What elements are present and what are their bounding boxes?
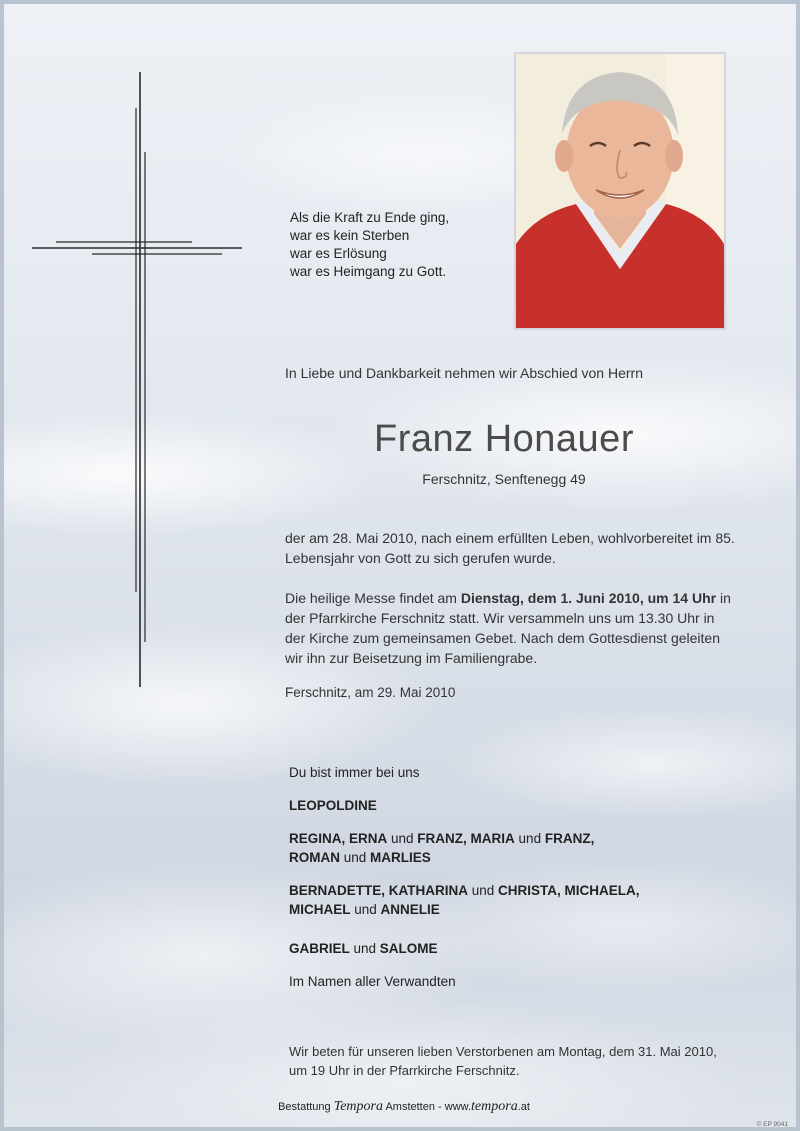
- verse-line: war es Erlösung: [290, 246, 387, 261]
- intro-text: In Liebe und Dankbarkeit nehmen wir Abschied von Herrn: [285, 365, 643, 381]
- death-notice-text: der am 28. Mai 2010, nach einem erfüllten Leben, wohlvorbereitet im 85. Lebensjahr von Gott zu sich gerufen wurde.: [285, 530, 735, 566]
- family-group: REGINA, ERNA und FRANZ, MARIA und FRANZ, ROMAN und MARLIES: [289, 831, 595, 865]
- verse-line: war es kein Sterben: [290, 228, 410, 243]
- family-closing: Im Namen aller Verwandten: [289, 974, 456, 989]
- print-code: © EP 9041: [756, 1121, 788, 1128]
- verse-line: Als die Kraft zu Ende ging,: [290, 210, 450, 225]
- funeral-details-text: Die heilige Messe findet am Dienstag, dem 1. Juni 2010, um 14 Uhr in der Pfarrkirche Ferschnitz statt. Wir versammeln uns um 13.30 Uhr in der Kirche zum gemeinsamen Gebet. Nach dem Gottesdienst geleiten wir ihn zur Beisetzung im Familiengrabe.: [285, 590, 731, 666]
- prayer-notice: Wir beten für unseren lieben Verstorbenen am Montag, dem 31. Mai 2010, um 19 Uhr in der Pfarrkirche Ferschnitz.: [289, 1044, 717, 1078]
- deceased-address: Ferschnitz, Senftenegg 49: [422, 471, 586, 487]
- mourners-list: [289, 763, 729, 991]
- undertaker-footer: Bestattung Tempora Amstetten - www.tempora.at: [278, 1099, 530, 1114]
- family-group: BERNADETTE, KATHARINA und CHRISTA, MICHAELA, MICHAEL und ANNELIE: [289, 883, 640, 917]
- tempora-logo: Tempora: [333, 1099, 383, 1114]
- verse: [290, 209, 449, 281]
- spouse-name: LEOPOLDINE: [289, 798, 377, 813]
- portrait-photo: [514, 52, 726, 330]
- place-date: Ferschnitz, am 29. Mai 2010: [285, 685, 456, 700]
- verse-line: war es Heimgang zu Gott.: [290, 264, 447, 279]
- cross-icon: [32, 72, 244, 692]
- family-intro: Du bist immer bei uns: [289, 765, 420, 780]
- family-group: GABRIEL und SALOME: [289, 941, 438, 956]
- funeral-date: Dienstag, dem 1. Juni 2010, um 14 Uhr: [460, 590, 717, 606]
- deceased-name: Franz Honauer: [374, 418, 634, 460]
